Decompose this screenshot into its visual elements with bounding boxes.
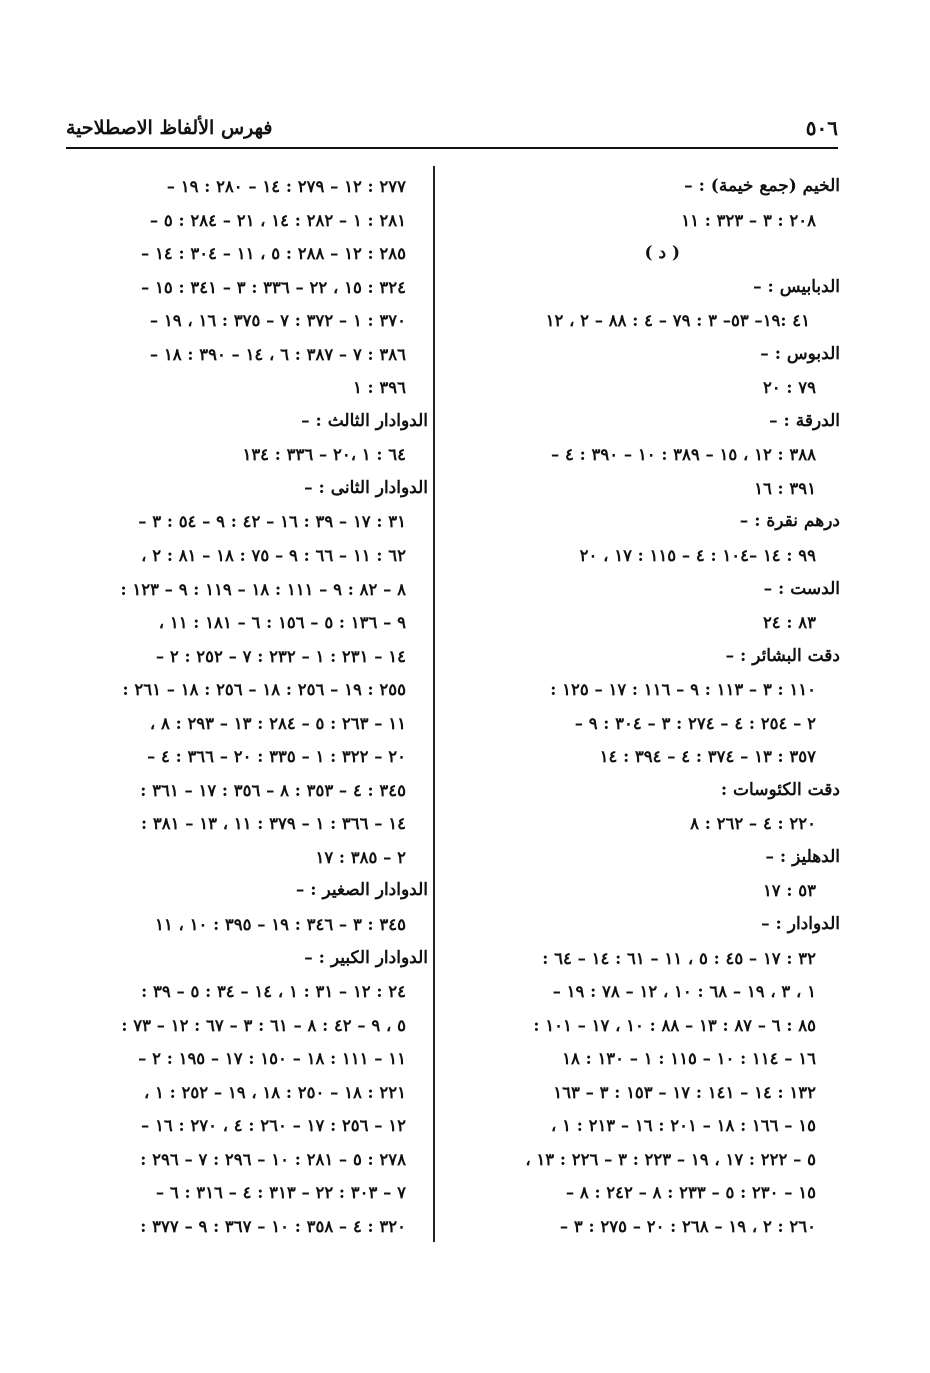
- page-references: ٣٨٦ : ٧ – ٣٨٧ : ٦ ، ١٤ – ٣٩٠ : ١٨ –: [149, 344, 406, 364]
- page-references: ٣٨٨ : ١٢ ، ١٥ – ٣٨٩ : ١٠ – ٣٩٠ : ٤ –: [551, 445, 816, 465]
- index-column-left: [60, 170, 428, 1244]
- page-references: ٣٢٤ : ١٥ ، ٢٢ – ٣٣٦ : ٣ – ٣٤١ : ١٥ –: [141, 277, 406, 297]
- page-references: ٣٤٥ : ٣ – ٣٤٦ : ١٩ – ٣٩٥ : ١٠ ، ١١: [155, 915, 406, 935]
- page-references: ١٤ – ٣٦٦ : ١ – ٣٧٩ : ١١ ، ١٣ – ٣٨١ :: [141, 814, 406, 834]
- index-term: دقت الكئوسات :: [720, 779, 840, 800]
- page-references: ٦٤ : ١ ،٢٠ – ٣٣٦ : ١٣٤: [242, 445, 406, 465]
- page-references: ٩ – ١٣٦ : ٥ – ١٥٦ : ٦ – ١٨١ : ١١ ،: [158, 613, 406, 633]
- page-references: ٦٢ : ١١ – ٦٦ : ٩ – ٧٥ : ١٨ – ٨١ : ٢ ،: [141, 546, 406, 566]
- page-header: [66, 112, 838, 144]
- page-references: ٢٨٥ : ١٢ – ٢٨٨ : ٥ ، ١١ – ٣٠٤ : ١٤ –: [141, 244, 406, 264]
- page-references: ١٦ – ١١٤ : ١٠ – ١١٥ : ١ – ١٣٠ : ١٨: [562, 1049, 816, 1069]
- page-references: ٢٠ – ٣٢٢ : ١ – ٣٣٥ : ٢٠ – ٣٦٦ : ٤ –: [146, 747, 406, 767]
- page-references: ٢٢١ : ١٨ – ٢٥٠ : ١٨ ، ١٩ – ٢٥٢ : ١ ،: [143, 1082, 406, 1102]
- index-term: الدوادار الثالث : –: [301, 410, 428, 431]
- page-references: ٢٧٧ : ١٢ – ٢٧٩ : ١٤ – ٢٨٠ : ١٩ –: [166, 177, 406, 196]
- page-number: ٥٠٦: [805, 116, 838, 140]
- page-references: ٢ – ٢٥٤ : ٤ – ٢٧٤ : ٣ – ٣٠٤ : ٩ –: [574, 713, 816, 733]
- page-references: ٣٢ : ١٧ – ٤٥ : ٥ ، ١١ – ٦١ : ١٤ – ٦٤ :: [542, 948, 816, 968]
- page-references: ٢٧٨ : ٥ – ٢٨١ : ١٠ – ٢٩٦ : ٧ – ٢٩٦ :: [140, 1149, 406, 1169]
- index-term: الدوادار : –: [761, 914, 840, 935]
- index-term: الخيم (جمع خيمة) : –: [684, 176, 840, 196]
- page-references: ٢٤ : ١٢ – ٣١ : ١ ، ١٤ – ٣٤ : ٥ – ٣٩ :: [141, 982, 406, 1002]
- page-references: ١١ – ٢٦٣ : ٥ – ٢٨٤ : ١٣ – ٢٩٣ : ٨ ،: [149, 713, 406, 733]
- page-references: ٤١ :١٩– ٥٣– ٣ : ٧٩ – ٤ : ٨٨ – ٢ ، ١٢: [545, 311, 810, 331]
- page-references: ١٣٢ : ١٤ – ١٤١ : ١٧ – ١٥٣ : ٣ – ١٦٣: [553, 1082, 816, 1102]
- page-references: ٨ – ٨٢ : ٩ – ١١١ : ١٨ – ١١٩ : ٩ – ١٢٣ :: [120, 579, 406, 599]
- index-term: الدست : –: [763, 578, 840, 599]
- running-title: فهرس الألفاظ الاصطلاحية: [66, 117, 273, 139]
- page-references: ٧ – ٣٠٣ : ٢٢ – ٣١٣ : ٤ – ٣١٦ : ٦ –: [155, 1183, 406, 1203]
- page-references: ٣٧٠ : ١ – ٣٧٢ : ٧ – ٣٧٥ : ١٦ ، ١٩ –: [149, 311, 406, 331]
- page-references: ٣٩٦ : ١: [352, 378, 406, 398]
- page-references: ١٥ – ٢٣٠ : ٥ – ٢٣٣ : ٨ – ٢٤٢ : ٨ –: [565, 1183, 816, 1203]
- index-term: دقت البشائر : –: [725, 645, 840, 666]
- page-references: ٢٦٠ : ٢ ، ١٩ – ٢٦٨ : ٢٠ – ٢٧٥ : ٣ –: [559, 1216, 816, 1236]
- page-references: ٢٠٨ : ٣ – ٣٢٣ : ١١: [681, 210, 816, 230]
- page-references: ٣٩١ : ١٦: [754, 478, 816, 498]
- header-rule: [66, 147, 838, 149]
- page-references: ٥ – ٢٢٢ : ١٧ ، ١٩ – ٢٢٣ : ٣ – ٢٢٦ : ١٣ ،: [525, 1149, 816, 1169]
- page-references: ٨٣ : ٢٤: [762, 613, 816, 633]
- page-references: ٢٢٠ : ٤ – ٢٦٢ : ٨: [690, 814, 816, 834]
- page-references: ١٤ – ٢٣١ : ١ – ٢٣٢ : ٧ – ٢٥٢ : ٢ –: [155, 646, 406, 666]
- page-references: ٢٥٥ : ١٩ – ٢٥٦ : ١٨ – ٢٥٦ : ١٨ – ٢٦١ :: [122, 680, 406, 700]
- index-term: درهم نقرة : –: [739, 511, 840, 532]
- page-references: ٣٥٧ : ١٣ – ٣٧٤ : ٤ – ٣٩٤ : ١٤: [599, 747, 816, 767]
- page-references: ٥٣ : ١٧: [762, 881, 816, 901]
- page-references: ١١٠ : ٣ – ١١٣ : ٩ – ١١٦ : ١٧ – ١٢٥ :: [550, 680, 816, 700]
- index-term: الدرقة : –: [769, 410, 840, 431]
- page-references: ٣٤٥ : ٤ – ٣٥٣ : ٨ – ٣٥٦ : ١٧ – ٣٦١ :: [140, 780, 406, 800]
- page-references: ٢٨١ : ١ – ٢٨٢ : ١٤ ، ٢١ – ٢٨٤ : ٥ –: [149, 210, 406, 230]
- page-references: ٧٩ : ٢٠: [762, 378, 816, 398]
- column-divider: [433, 166, 435, 1242]
- page-references: ٢ – ٣٨٥ : ١٧: [315, 847, 406, 867]
- page-references: ١١ – ١١١ : ١٨ – ١٥٠ : ١٧ – ١٩٥ : ٢ –: [138, 1049, 406, 1069]
- index-term: ( د ): [644, 243, 680, 264]
- page-references: ٨٥ : ٦ – ٨٧ : ١٣ – ٨٨ : ١٠ ، ١٧ – ١٠١ :: [533, 1015, 816, 1035]
- page-references: ١ ، ٣ ، ١٩ – ٦٨ : ١٠ ، ١٢ – ٧٨ : ١٩ –: [552, 982, 816, 1002]
- index-term: الدوادار الكبير : –: [304, 947, 428, 968]
- page-references: ٥ ، ٩ – ٤٢ : ٨ – ٦١ : ٣ – ٦٧ : ١٢ – ٧٣ :: [121, 1015, 406, 1035]
- page-references: ٣٢٠ : ٤ – ٣٥٨ : ١٠ – ٣٦٧ : ٩ – ٣٧٧ :: [140, 1216, 406, 1236]
- page-references: ١٥ – ١٦٦ : ١٨ – ٢٠١ : ١٦ – ٢١٣ : ١ ،: [551, 1116, 816, 1136]
- index-term: الدوادار الثانى : –: [304, 477, 428, 498]
- index-term: الدبابيس : –: [753, 276, 840, 297]
- index-term: الدوادار الصغير : –: [295, 880, 428, 901]
- index-term: الدهليز : –: [765, 846, 840, 867]
- page-references: ٩٩ : ١٤ –١٠٤ : ٤ – ١١٥ : ١٧ ، ٢٠: [579, 546, 816, 566]
- page-references: ٣١ : ١٧ – ٣٩ : ١٦ – ٤٢ : ٩ – ٥٤ : ٣ –: [138, 512, 406, 532]
- index-column-right: [456, 170, 840, 1244]
- page-references: ١٢ – ٢٥٦ : ١٧ – ٢٦٠ : ٤ ، ٢٧٠ : ١٦ –: [141, 1116, 406, 1136]
- index-term: الدبوس : –: [760, 343, 840, 364]
